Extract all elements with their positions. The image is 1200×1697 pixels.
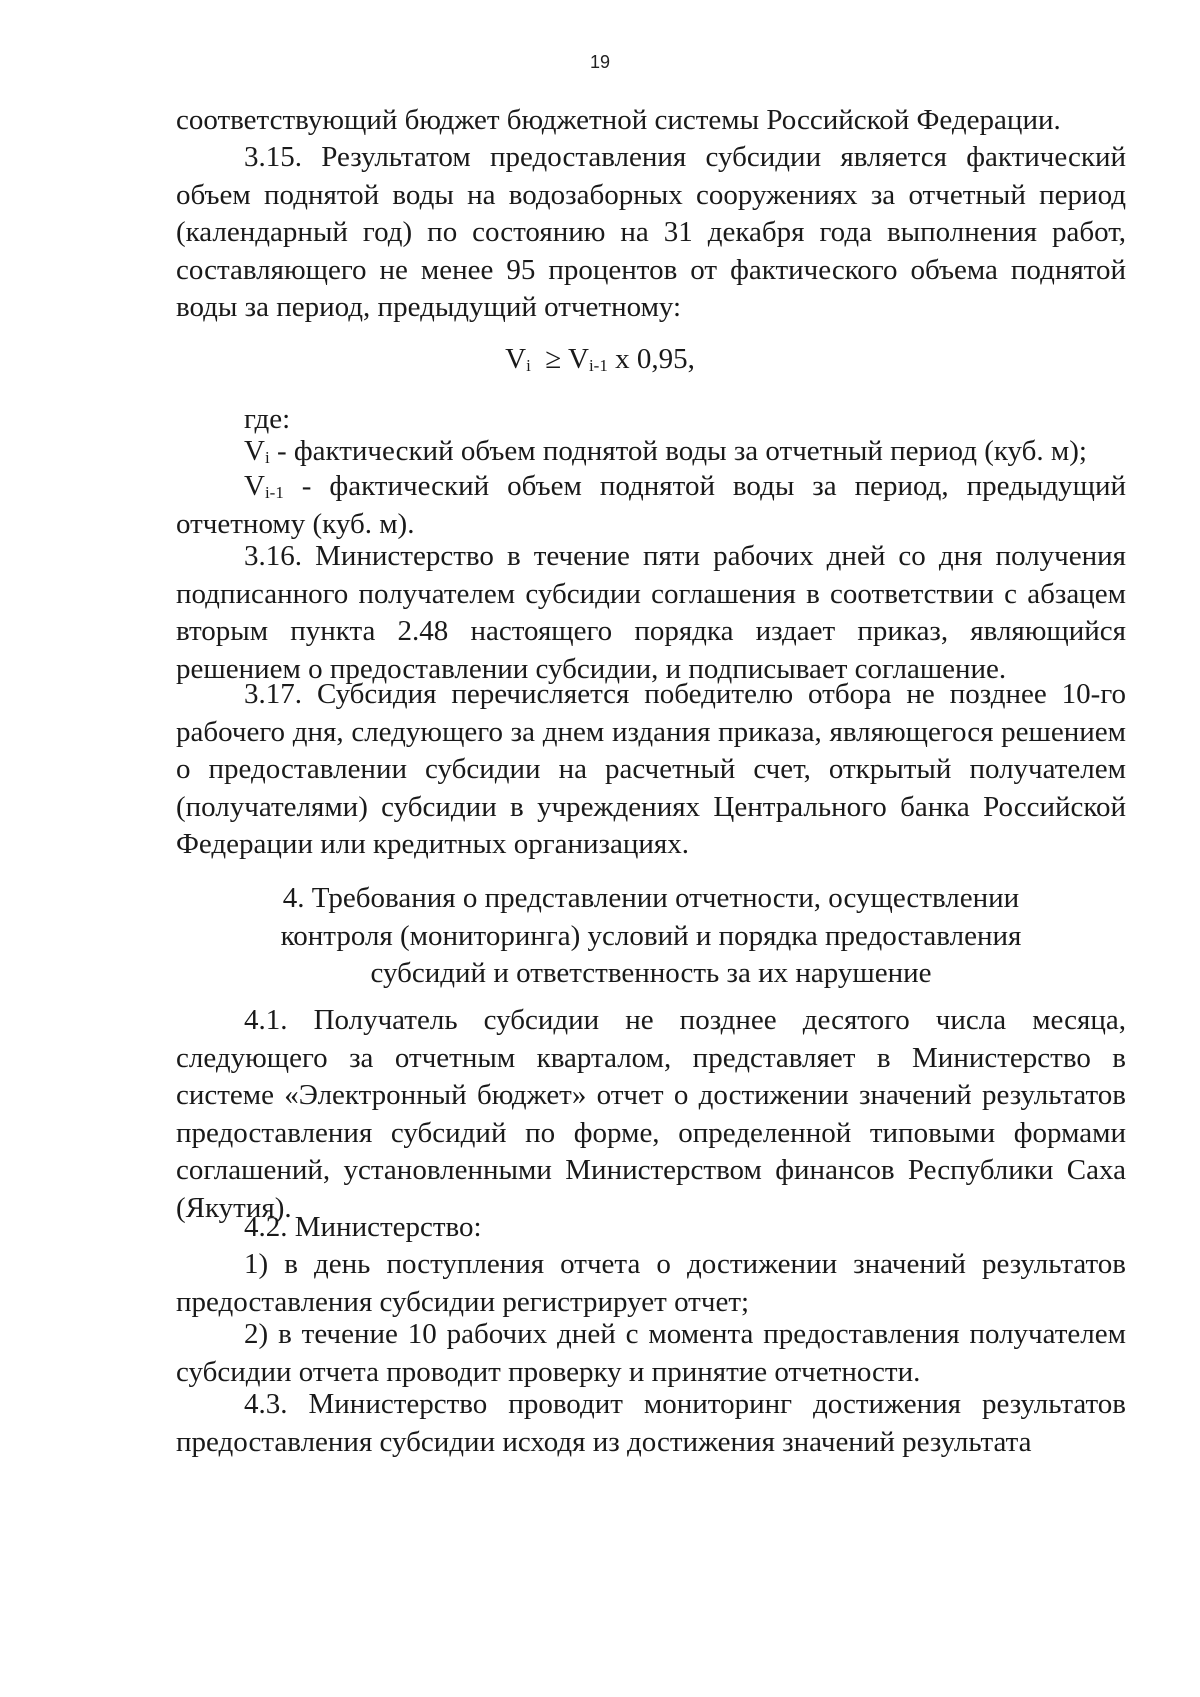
paragraph-4-2-item-1: 1) в день поступления отчета о достижении значений результатов предоставления субсидии регистрирует отчет;: [176, 1248, 1126, 1318]
def2-v: V: [244, 470, 265, 502]
heading-line-1: 4. Требования о представлении отчетности, осуществлении: [282, 882, 1020, 914]
heading-line-2: контроля (мониторинга) условий и порядка предоставления: [280, 919, 1022, 952]
paragraph-3-17: 3.17. Субсидия перечисляется победителю отбора не позднее 10-го рабочего дня, следующего за днем издания приказа, являющегося решением о предоставлении субсидии на расчетный счет, открытый получателем (получателями) субсидии в учреждениях Центрального банка Российской Федерации или кредитных организациях.: [176, 678, 1126, 860]
def1-v: V: [244, 435, 265, 467]
formula-tail: x 0,95,: [607, 343, 695, 375]
formula-sub-i: i: [526, 356, 531, 375]
heading-line-3: субсидий и ответственность за их нарушение: [370, 957, 932, 989]
where-label: где:: [244, 403, 291, 435]
def1-text: - фактический объем поднятой воды за отчетный период (куб. м);: [269, 435, 1087, 467]
paragraph-continuation: соответствующий бюджет бюджетной системы Российской Федерации.: [176, 104, 1061, 136]
formula-operator: ≥ V: [545, 343, 589, 375]
definition-vi: [176, 433, 1126, 471]
section-4-heading: [176, 880, 1126, 993]
def2-sub: i-1: [264, 483, 284, 502]
def2-text: - фактический объем поднятой воды за период, предыдущий отчетному (куб. м).: [176, 470, 1126, 540]
def1-sub: i: [264, 448, 270, 467]
paragraph-3-16: 3.16. Министерство в течение пяти рабочих дней со дня получения подписанного получателем субсидии соглашения в соответствии с абзацем вторым пункта 2.48 настоящего порядка издает приказ, являющийся решением о предоставлении субсидии, и подписывает соглашение.: [176, 540, 1126, 685]
paragraph-4-1: 4.1. Получатель субсидии не позднее десятого числа месяца, следующего за отчетным кварталом, представляет в Министерство в системе «Электронный бюджет» отчет о достижении значений результатов предоставления субсидий по форме, определенной типовыми формами соглашений, установленными Министерством финансов Республики Саха (Якутия).: [176, 1004, 1126, 1224]
paragraph-3-15: 3.15. Результатом предоставления субсидии является фактический объем поднятой воды на водозаборных сооружениях за отчетный период (календарный год) по состоянию на 31 декабря года выполнения работ, составляющего не менее 95 процентов от фактического объема поднятой воды за период, предыдущий отчетному:: [176, 141, 1126, 323]
paragraph-4-2-item-2: 2) в течение 10 рабочих дней с момента предоставления получателем субсидии отчета проводит проверку и принятие отчетности.: [176, 1318, 1126, 1388]
formula: [0, 341, 1200, 378]
definition-vi-1: [176, 468, 1126, 543]
paragraph-4-3: 4.3. Министерство проводит мониторинг достижения результатов предоставления субсидии исходя из достижения значений результата: [176, 1388, 1126, 1458]
formula-sub-i-1: i-1: [588, 356, 608, 375]
page-number: 19: [589, 52, 611, 72]
formula-v: V: [505, 343, 527, 375]
paragraph-4-2: 4.2. Министерство:: [244, 1211, 482, 1243]
